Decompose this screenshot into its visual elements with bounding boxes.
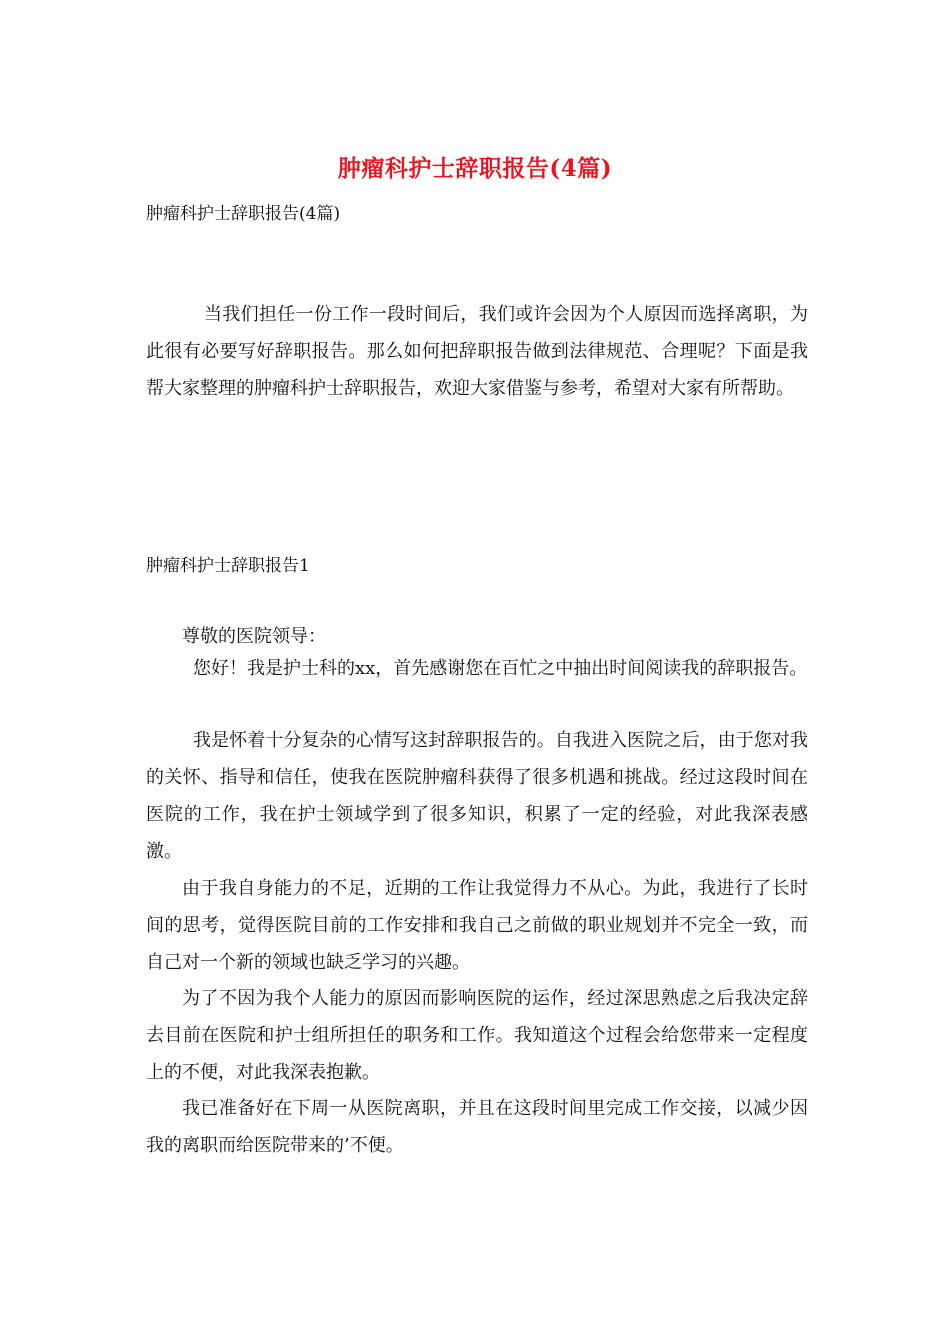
section-heading: 肿瘤科护士辞职报告1 <box>146 556 310 576</box>
body-paragraph: 您好！我是护士科的xx，首先感谢您在百忙之中抽出时间阅读我的辞职报告。 <box>193 658 808 679</box>
body-paragraph: 我是怀着十分复杂的心情写这封辞职报告的。自我进入医院之后，由于您对我的关怀、指导和信任，使我在医院肿瘤科获得了很多机遇和挑战。经过这段时间在医院的工作，我在护士领域学到了很多知识，积累了一定的经验，对此我深表感激。 <box>146 730 808 862</box>
salutation: 尊敬的医院领导： <box>182 626 326 647</box>
document-subtitle: 肿瘤科护士辞职报告(4篇) <box>146 204 341 224</box>
body-paragraph: 由于我自身能力的不足，近期的工作让我觉得力不从心。为此，我进行了长时间的思考，觉得医院目前的工作安排和我自己之前做的职业规划并不完全一致，而自己对一个新的领域也缺乏学习的兴趣。 <box>146 878 808 973</box>
body-paragraph: 我已准备好在下周一从医院离职，并且在这段时间里完成工作交接，以减少因我的离职而给医院带来的’不便。 <box>146 1098 808 1156</box>
document-title: 肿瘤科护士辞职报告(4篇) <box>337 155 613 182</box>
intro-paragraph: 当我们担任一份工作一段时间后，我们或许会因为个人原因而选择离职，为此很有必要写好辞职报告。那么如何把辞职报告做到法律规范、合理呢？下面是我帮大家整理的肿瘤科护士辞职报告，欢迎大家借鉴与参考，希望对大家有所帮助。 <box>146 304 808 399</box>
body-paragraph: 为了不因为我个人能力的原因而影响医院的运作，经过深思熟虑之后我决定辞去目前在医院和护士组所担任的职务和工作。我知道这个过程会给您带来一定程度上的不便，对此我深表抱歉。 <box>146 988 808 1083</box>
